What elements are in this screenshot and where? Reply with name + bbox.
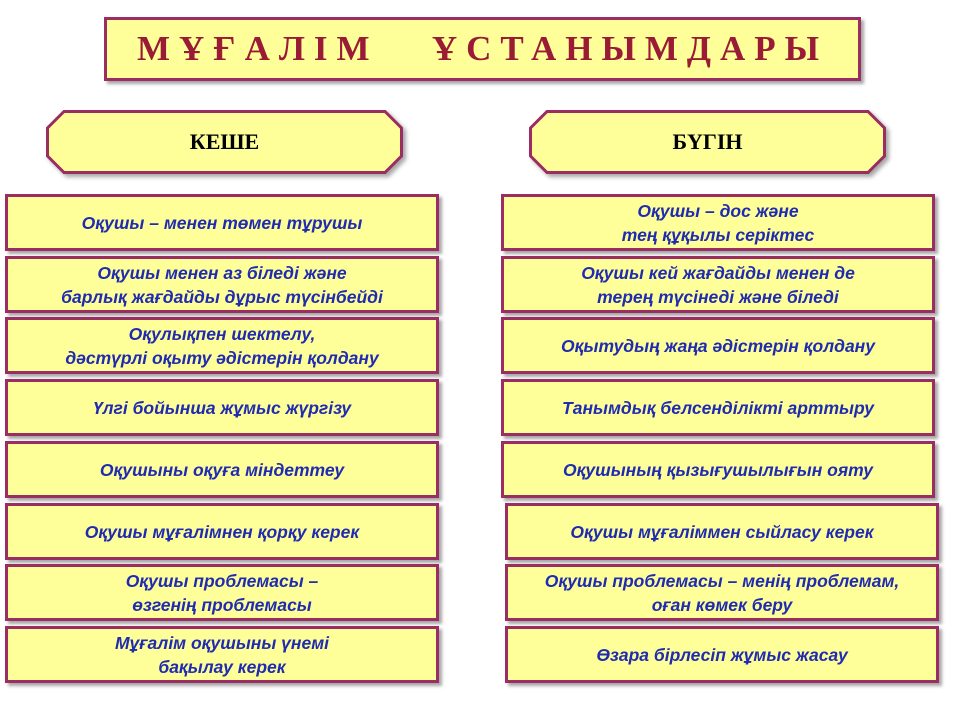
- header-yesterday: [46, 110, 403, 174]
- left-item-6: Оқушы мұғалімнен қорқу керек: [5, 503, 439, 560]
- right-item-6: Оқушы мұғаліммен сыйласу керек: [505, 503, 939, 560]
- left-item-1: Оқушы – менен төмен тұрушы: [5, 194, 439, 251]
- left-item-7: Оқушы проблемасы – өзгенің проблемасы: [5, 564, 439, 621]
- header-today: [529, 110, 886, 174]
- right-item-8: Өзара бірлесіп жұмыс жасау: [505, 626, 939, 683]
- header-yesterday-label: КЕШЕ: [189, 129, 260, 154]
- page-title: МҰҒАЛІМ ҰСТАНЫМДАРЫ: [104, 17, 861, 81]
- right-item-7: Оқушы проблемасы – менің проблемам, оған көмек беру: [505, 564, 939, 621]
- right-item-2: Оқушы кей жағдайды менен де терең түсінеді және біледі: [501, 256, 935, 313]
- right-item-1: Оқушы – дос және тең құқылы серіктес: [501, 194, 935, 251]
- left-item-3: Оқулықпен шектелу, дәстүрлі оқыту әдістерін қолдану: [5, 317, 439, 374]
- left-item-8: Мұғалім оқушыны үнемі бақылау керек: [5, 626, 439, 683]
- right-item-3: Оқытудың жаңа әдістерін қолдану: [501, 317, 935, 374]
- right-item-4: Танымдық белсенділікті арттыру: [501, 379, 935, 436]
- left-item-4: Үлгі бойынша жұмыс жүргізу: [5, 379, 439, 436]
- right-item-5: Оқушының қызығушылығын ояту: [501, 441, 935, 498]
- header-today-label: БҮГІН: [672, 129, 743, 154]
- left-item-2: Оқушы менен аз біледі және барлық жағдайды дұрыс түсінбейді: [5, 256, 439, 313]
- left-item-5: Оқушыны оқуға міндеттеу: [5, 441, 439, 498]
